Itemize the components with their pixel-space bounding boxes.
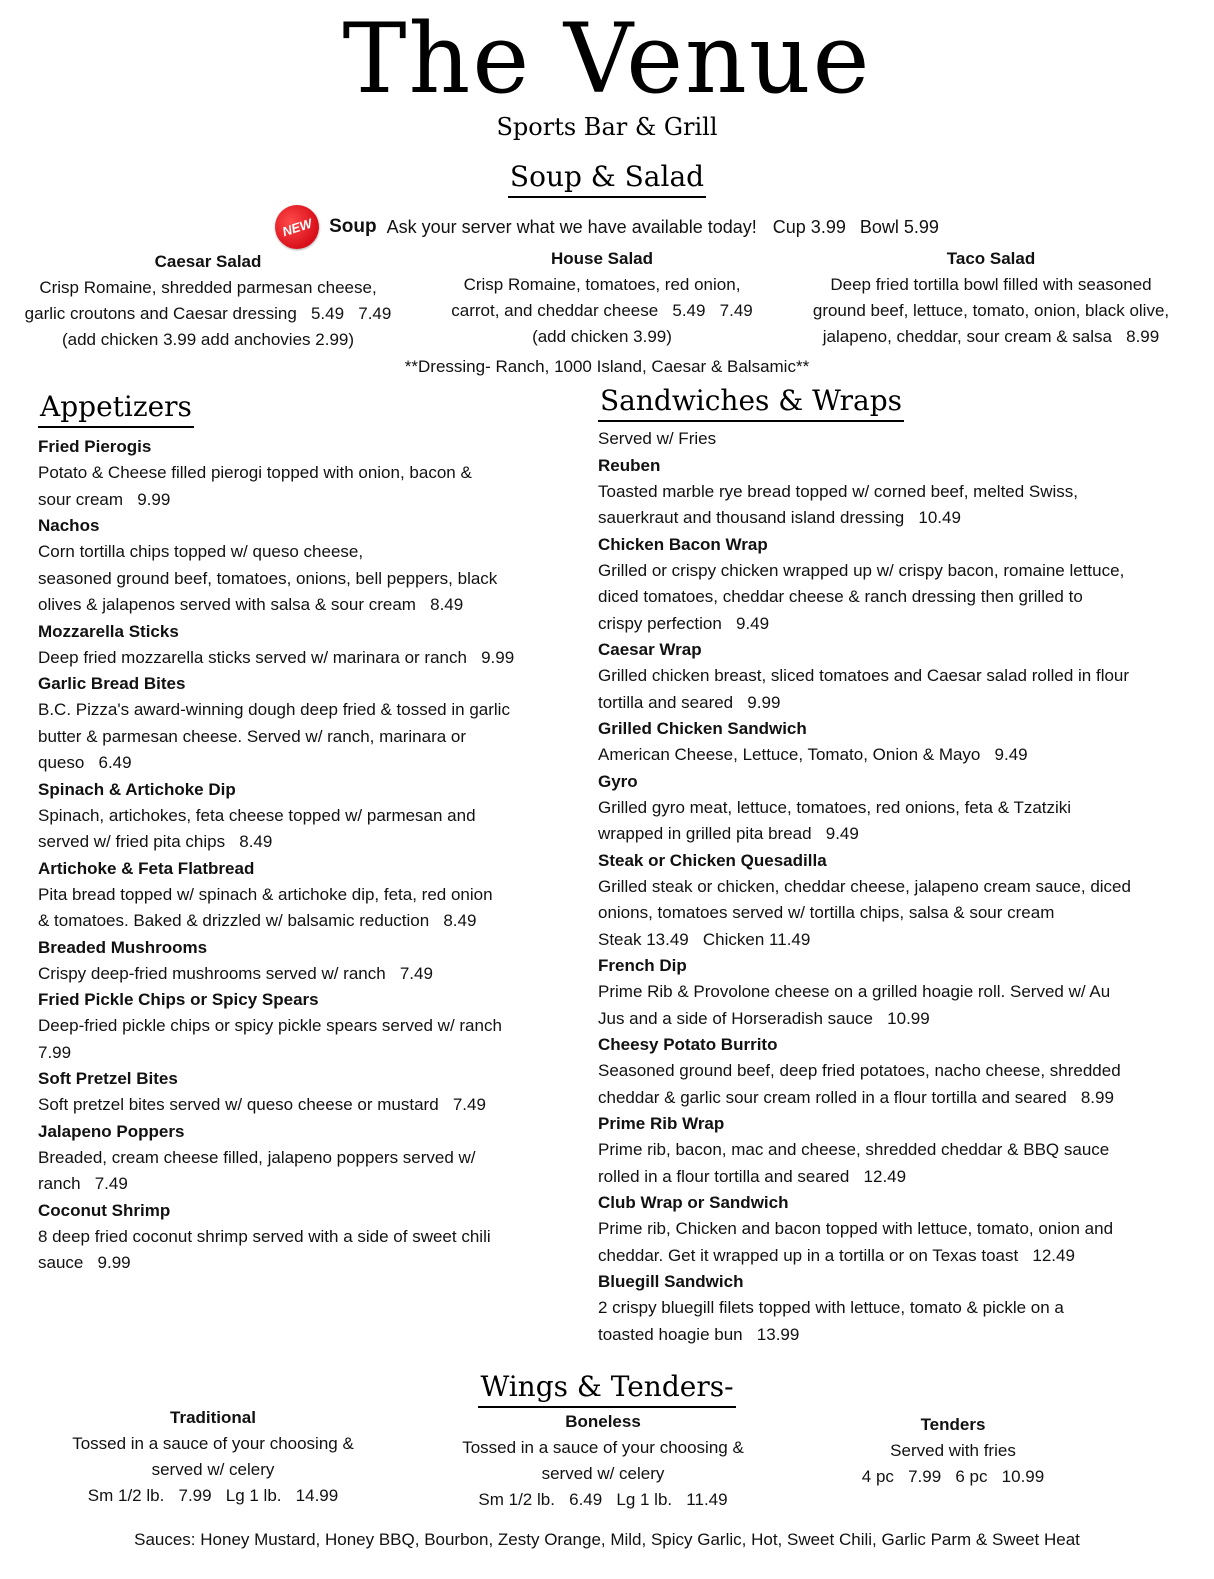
menu-item xyxy=(38,1119,568,1198)
menu-item-name: Cheesy Potato Burrito xyxy=(598,1035,778,1054)
sauce-options: Sauces: Honey Mustard, Honey BBQ, Bourbon, Zesty Orange, Mild, Spicy Garlic, Hot, Sweet Chili, Garlic Parm & Sweet Heat xyxy=(134,1530,1080,1549)
soup-label: Soup xyxy=(329,216,377,237)
menu-item xyxy=(38,671,568,777)
salad-name: House Salad xyxy=(550,249,654,268)
salad-desc-line: Crisp Romaine, tomatoes, red onion, xyxy=(463,275,741,294)
menu-item-name: Club Wrap or Sandwich xyxy=(598,1193,789,1212)
menu-item xyxy=(38,1198,568,1277)
menu-item xyxy=(38,513,568,619)
soup-salad-heading-wrap xyxy=(0,160,1214,198)
menu-item xyxy=(598,769,1198,848)
menu-item-name: Bluegill Sandwich xyxy=(598,1272,744,1291)
menu-item-description: butter & parmesan cheese. Served w/ ranch, marinara or xyxy=(38,726,467,746)
dressing-options: **Dressing- Ranch, 1000 Island, Caesar & Balsamic** xyxy=(404,357,810,376)
menu-item-description: Potato & Cheese filled pierogi topped with onion, bacon & xyxy=(38,463,472,482)
menu-item-description: cheddar. Get it wrapped up in a tortilla or on Texas toast 12.49 xyxy=(598,1245,1075,1265)
menu-item-name: Reuben xyxy=(598,455,661,475)
sandwiches-heading: Sandwiches & Wraps xyxy=(598,384,904,422)
tenders-desc-line: Served with fries xyxy=(890,1441,1016,1460)
wings-name: Boneless xyxy=(565,1412,641,1431)
menu-item-description: Toasted marble rye bread topped w/ corned beef, melted Swiss, xyxy=(598,481,1079,501)
menu-item-name: Jalapeno Poppers xyxy=(38,1121,185,1141)
menu-item-description: toasted hoagie bun 13.99 xyxy=(598,1324,800,1344)
menu-item-description: tortilla and seared 9.99 xyxy=(598,692,781,712)
salad-desc-line: ground beef, lettuce, tomato, onion, black olive, xyxy=(812,301,1170,320)
wings-boneless xyxy=(430,1409,776,1513)
menu-item-description: Prime rib, Chicken and bacon topped with lettuce, tomato, onion and xyxy=(598,1219,1114,1238)
wings-price-line: Sm 1/2 lb. 7.99 Lg 1 lb. 14.99 xyxy=(87,1486,339,1505)
wings-desc-line: Tossed in a sauce of your choosing & xyxy=(72,1434,354,1453)
menu-item xyxy=(38,619,568,672)
wings-heading-wrap xyxy=(0,1370,1214,1408)
menu-item xyxy=(38,777,568,856)
menu-item xyxy=(598,1269,1198,1348)
menu-item-name: French Dip xyxy=(598,956,687,975)
menu-item-description: Spinach, artichokes, feta cheese topped w/ parmesan and xyxy=(38,805,476,825)
salad-desc-line: (add chicken 3.99 add anchovies 2.99) xyxy=(61,330,355,349)
sandwiches-note: Served w/ Fries xyxy=(598,429,717,448)
salad-name: Caesar Salad xyxy=(154,252,262,271)
wings-heading: Wings & Tenders- xyxy=(478,1370,735,1408)
menu-item xyxy=(598,1111,1198,1190)
salad-house xyxy=(420,246,784,350)
sandwiches-section xyxy=(598,384,1198,1348)
soup-cup-price: Cup 3.99 xyxy=(772,216,846,237)
menu-item xyxy=(598,716,1198,769)
menu-item xyxy=(598,1190,1198,1269)
menu-item-description: Deep fried mozzarella sticks served w/ marinara or ranch 9.99 xyxy=(38,647,515,667)
sandwich-list xyxy=(598,453,1198,1349)
menu-item-description: Deep-fried pickle chips or spicy pickle spears served w/ ranch xyxy=(38,1016,502,1035)
menu-item-description: 7.99 xyxy=(38,1042,72,1062)
menu-item-description: 2 crispy bluegill filets topped with lettuce, tomato & pickle on a xyxy=(598,1298,1064,1317)
menu-item-name: Nachos xyxy=(38,516,100,535)
menu-item-description: B.C. Pizza's award-winning dough deep fried & tossed in garlic xyxy=(38,700,510,719)
menu-item-description: Breaded, cream cheese filled, jalapeno poppers served w/ xyxy=(38,1147,476,1167)
menu-item-name: Gyro xyxy=(598,771,638,791)
menu-item-description: queso 6.49 xyxy=(38,753,132,772)
menu-item-description: seasoned ground beef, tomatoes, onions, bell peppers, black xyxy=(38,568,498,588)
salad-desc-line: (add chicken 3.99) xyxy=(532,327,672,346)
appetizers-heading: Appetizers xyxy=(38,390,194,428)
wings-desc-line: Tossed in a sauce of your choosing & xyxy=(462,1438,744,1457)
menu-item-name: Fried Pickle Chips or Spicy Spears xyxy=(38,990,319,1009)
appetizers-section xyxy=(38,390,568,1277)
menu-item-name: Breaded Mushrooms xyxy=(38,937,208,957)
menu-item-name: Chicken Bacon Wrap xyxy=(598,534,768,554)
menu-item xyxy=(38,1066,568,1119)
tenders-name: Tenders xyxy=(920,1415,986,1434)
menu-item xyxy=(38,434,568,513)
menu-item-description: olives & jalapenos served with salsa & sour cream 8.49 xyxy=(38,595,464,614)
menu-item-description: Steak 13.49 Chicken 11.49 xyxy=(598,929,811,949)
menu-item-description: Corn tortilla chips topped w/ queso cheese, xyxy=(38,542,364,561)
menu-item-name: Mozzarella Sticks xyxy=(38,621,179,641)
menu-item-description: Crispy deep-fried mushrooms served w/ ranch 7.49 xyxy=(38,963,433,983)
menu-item-description: Grilled or crispy chicken wrapped up w/ crispy bacon, romaine lettuce, xyxy=(598,560,1125,580)
salad-desc-line: jalapeno, cheddar, sour cream & salsa 8.99 xyxy=(822,327,1160,346)
menu-item xyxy=(38,987,568,1066)
soup-salad-heading: Soup & Salad xyxy=(508,160,706,198)
menu-item-description: wrapped in grilled pita bread 9.49 xyxy=(598,824,859,843)
menu-item-name: Soft Pretzel Bites xyxy=(38,1069,178,1088)
menu-item-description: American Cheese, Lettuce, Tomato, Onion & Mayo 9.49 xyxy=(598,745,1028,764)
menu-item-description: served w/ fried pita chips 8.49 xyxy=(38,832,273,851)
menu-item-name: Caesar Wrap xyxy=(598,640,702,659)
menu-item xyxy=(598,848,1198,954)
menu-item-name: Garlic Bread Bites xyxy=(38,674,186,693)
menu-item-name: Spinach & Artichoke Dip xyxy=(38,779,236,799)
menu-item xyxy=(598,637,1198,716)
appetizer-list xyxy=(38,434,568,1277)
salad-taco xyxy=(786,246,1196,350)
menu-item-description: Jus and a side of Horseradish sauce 10.99 xyxy=(598,1008,930,1028)
menu-item-description: 8 deep fried coconut shrimp served with a side of sweet chili xyxy=(38,1226,491,1246)
menu-item-description: onions, tomatoes served w/ tortilla chips, salsa & sour cream xyxy=(598,903,1055,922)
menu-item-name: Prime Rib Wrap xyxy=(598,1114,725,1133)
menu-item-name: Fried Pierogis xyxy=(38,437,152,456)
salad-desc-line: carrot, and cheddar cheese 5.49 7.49 xyxy=(451,301,753,320)
soup-row xyxy=(0,208,1214,246)
soup-bowl-price: Bowl 5.99 xyxy=(859,216,939,237)
menu-item-description: sauce 9.99 xyxy=(38,1253,131,1272)
wings-tenders xyxy=(820,1412,1086,1490)
menu-item-description: Grilled steak or chicken, cheddar cheese, jalapeno cream sauce, diced xyxy=(598,876,1131,896)
wings-traditional xyxy=(40,1405,386,1509)
salad-desc-line: Crisp Romaine, shredded parmesan cheese, xyxy=(39,278,377,297)
salad-caesar xyxy=(8,249,408,353)
menu-item-description: Prime rib, bacon, mac and cheese, shredded cheddar & BBQ sauce xyxy=(598,1140,1110,1159)
menu-item-description: rolled in a flour tortilla and seared 12.49 xyxy=(598,1166,907,1186)
menu-item xyxy=(598,532,1198,638)
menu-item-description: diced tomatoes, cheddar cheese & ranch dressing then grilled to xyxy=(598,587,1083,606)
wings-desc-line: served w/ celery xyxy=(541,1464,665,1483)
menu-item-description: ranch 7.49 xyxy=(38,1174,128,1193)
menu-item-description: Pita bread topped w/ spinach & artichoke dip, feta, red onion xyxy=(38,884,493,904)
wings-name: Traditional xyxy=(170,1408,256,1427)
wings-desc-line: served w/ celery xyxy=(151,1460,275,1479)
menu-item-description: cheddar & garlic sour cream rolled in a flour tortilla and seared 8.99 xyxy=(598,1087,1114,1107)
menu-item-name: Steak or Chicken Quesadilla xyxy=(598,850,827,870)
menu-item-name: Artichoke & Feta Flatbread xyxy=(38,858,255,878)
menu-item-description: crispy perfection 9.49 xyxy=(598,613,770,633)
menu-item xyxy=(598,953,1198,1032)
menu-item xyxy=(38,856,568,935)
menu-item-description: Grilled gyro meat, lettuce, tomatoes, red onions, feta & Tzatziki xyxy=(598,797,1072,817)
menu-item-description: sauerkraut and thousand island dressing 10.49 xyxy=(598,508,961,527)
menu-item-description: Grilled chicken breast, sliced tomatoes and Caesar salad rolled in flour xyxy=(598,666,1130,685)
menu-item-description: & tomatoes. Baked & drizzled w/ balsamic reduction 8.49 xyxy=(38,911,477,930)
menu-item-name: Coconut Shrimp xyxy=(38,1200,171,1220)
menu-item xyxy=(598,1032,1198,1111)
menu-item xyxy=(598,453,1198,532)
menu-item xyxy=(38,935,568,988)
new-badge: NEW xyxy=(269,199,324,254)
restaurant-tagline: Sports Bar & Grill xyxy=(496,113,718,141)
menu-item-description: Soft pretzel bites served w/ queso cheese or mustard 7.49 xyxy=(38,1095,486,1114)
soup-description: Ask your server what we have available today! xyxy=(386,216,757,237)
menu-item-name: Grilled Chicken Sandwich xyxy=(598,719,807,738)
tenders-price-line: 4 pc 7.99 6 pc 10.99 xyxy=(861,1467,1045,1486)
menu-item-description: sour cream 9.99 xyxy=(38,489,171,509)
wings-price-line: Sm 1/2 lb. 6.49 Lg 1 lb. 11.49 xyxy=(478,1490,728,1509)
salad-name: Taco Salad xyxy=(946,249,1036,268)
salad-desc-line: Deep fried tortilla bowl filled with seasoned xyxy=(830,275,1152,294)
menu-item-description: Seasoned ground beef, deep fried potatoes, nacho cheese, shredded xyxy=(598,1061,1121,1080)
menu-item-description: Prime Rib & Provolone cheese on a grilled hoagie roll. Served w/ Au xyxy=(598,982,1111,1001)
salad-desc-line: garlic croutons and Caesar dressing 5.49 7.49 xyxy=(24,304,392,323)
restaurant-name: The Venue xyxy=(342,3,872,115)
